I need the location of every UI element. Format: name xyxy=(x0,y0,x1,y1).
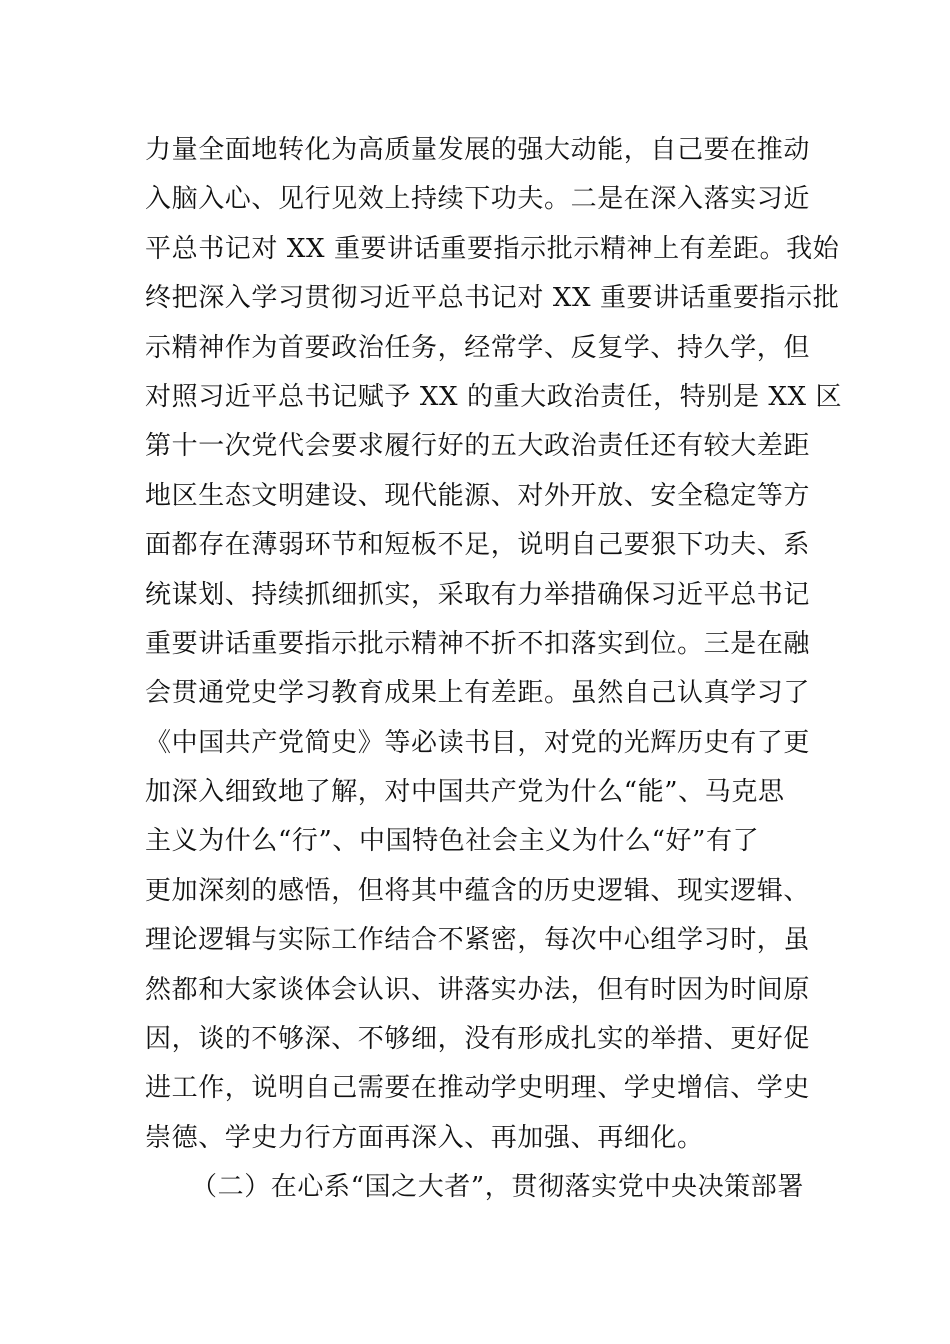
text-line: 理论逻辑与实际工作结合不紧密，每次中心组学习时，虽 xyxy=(145,925,811,956)
text-line: 对照习近平总书记赋予 XX 的重大政治责任，特别是 XX 区 xyxy=(145,381,843,412)
text-line: 示精神作为首要政治任务，经常学、反复学、持久学，但 xyxy=(145,332,811,363)
text-line: 统谋划、持续抓细抓实，采取有力举措确保习近平总书记 xyxy=(145,579,811,610)
text-line: 《中国共产党简史》等必读书目，对党的光辉历史有了更 xyxy=(145,727,811,758)
body-text xyxy=(145,126,843,1213)
text-line: 主义为什么“行”、中国特色社会主义为什么“好”有了 xyxy=(145,826,760,857)
text-line: 因，谈的不够深、不够细，没有形成扎实的举措、更好促 xyxy=(145,1024,811,1055)
text-line: 然都和大家谈体会认识、讲落实办法，但有时因为时间原 xyxy=(145,974,811,1005)
text-line: 进工作，说明自己需要在推动学史明理、学史增信、学史 xyxy=(145,1073,811,1104)
text-line: 重要讲话重要指示批示精神不折不扣落实到位。三是在融 xyxy=(145,628,811,659)
text-line: 终把深入学习贯彻习近平总书记对 XX 重要讲话重要指示批 xyxy=(145,283,840,314)
section-heading: （二）在心系“国之大者”，贯彻落实党中央决策部署 xyxy=(191,1172,804,1203)
text-line: 更加深刻的感悟，但将其中蕴含的历史逻辑、现实逻辑、 xyxy=(145,875,811,906)
text-line: 力量全面地转化为高质量发展的强大动能，自己要在推动 xyxy=(145,135,811,165)
text-line: 加深入细致地了解，对中国共产党为什么“能”、马克思 xyxy=(145,777,785,808)
text-line: 入脑入心、见行见效上持续下功夫。二是在深入落实习近 xyxy=(145,184,811,215)
text-line: 第十一次党代会要求履行好的五大政治责任还有较大差距 xyxy=(145,431,811,462)
text-line: 地区生态文明建设、现代能源、对外开放、安全稳定等方 xyxy=(145,480,811,511)
text-line: 面都存在薄弱环节和短板不足，说明自己要狠下功夫、系 xyxy=(145,530,811,561)
text-line: 平总书记对 XX 重要讲话重要指示批示精神上有差距。我始 xyxy=(145,233,840,264)
text-line: 崇德、学史力行方面再深入、再加强、再细化。 xyxy=(145,1122,704,1153)
text-line: 会贯通党史学习教育成果上有差距。虽然自己认真学习了 xyxy=(145,678,811,709)
